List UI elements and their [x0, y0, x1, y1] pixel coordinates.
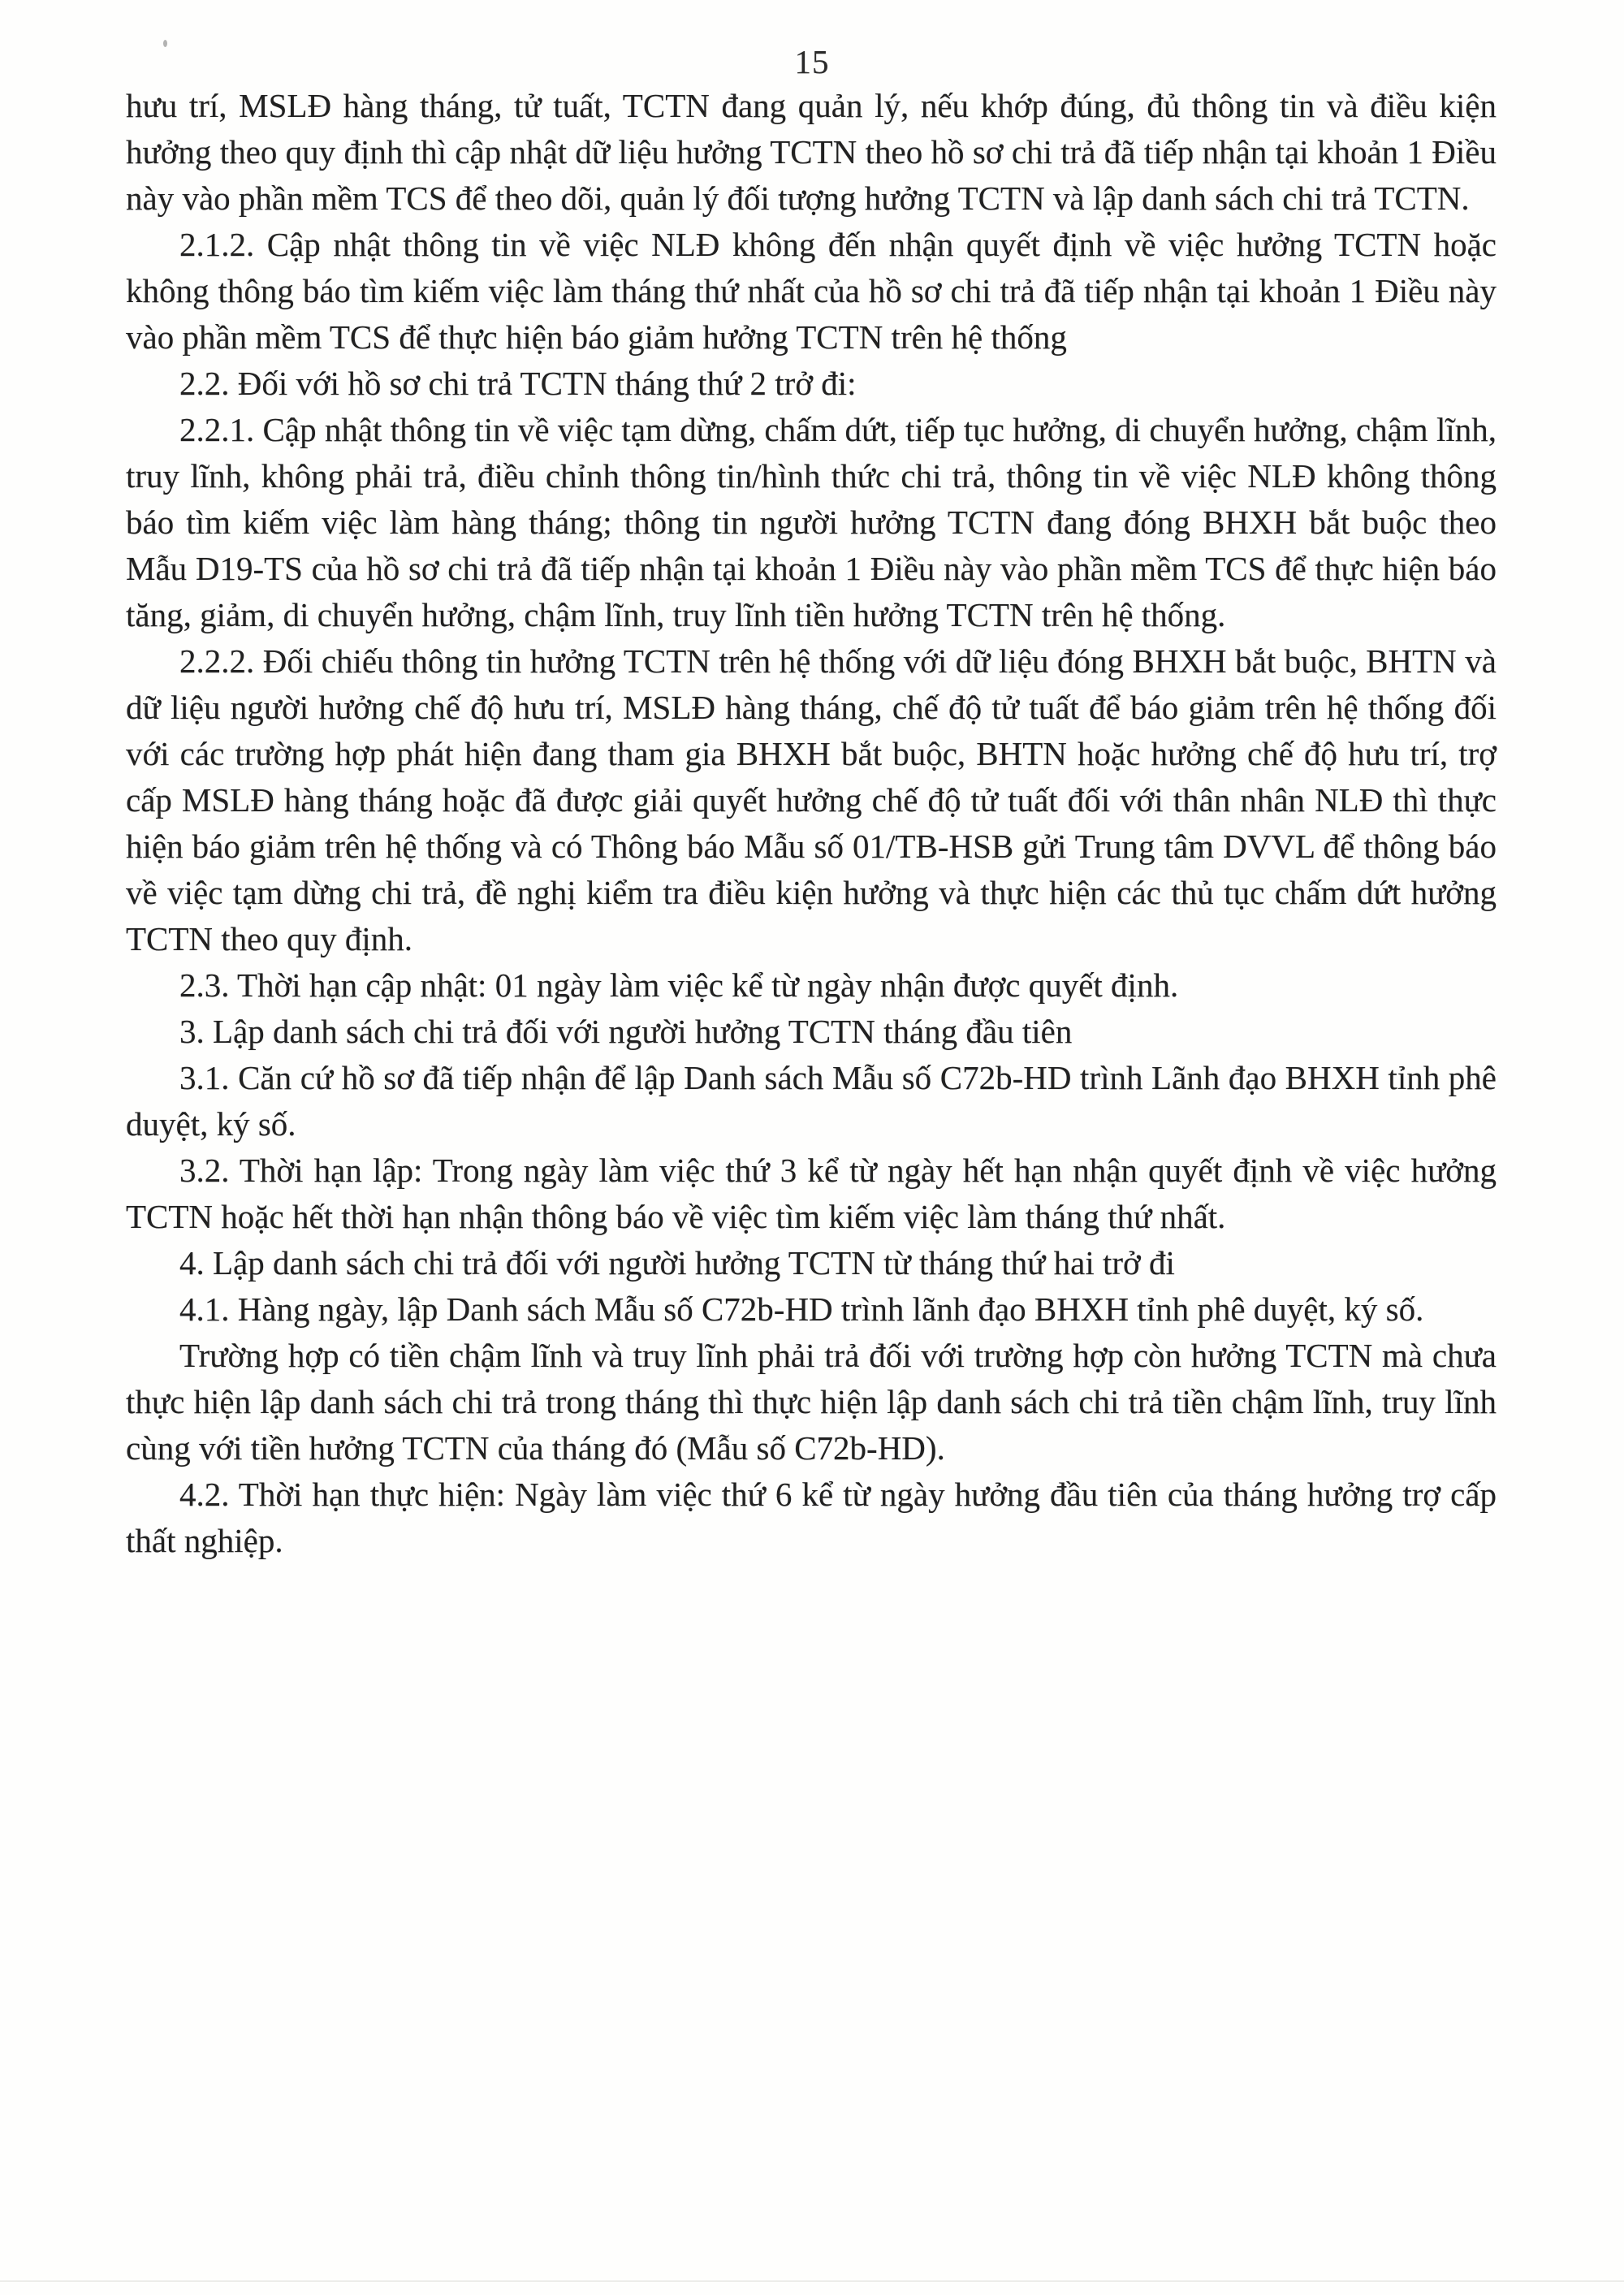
scan-edge-line	[0, 2280, 1624, 2282]
page-number: 15	[794, 43, 830, 80]
paragraph: 3. Lập danh sách chi trả đối với người hưởng TCTN tháng đầu tiên	[179, 1013, 1073, 1050]
paragraph: 3.2. Thời hạn lập: Trong ngày làm việc thứ 3 kể từ ngày hết hạn nhận quyết định về việc hưởng TCTN hoặc hết thời hạn nhận thông báo về việc tìm kiếm việc làm tháng thứ nhất.	[126, 1152, 1497, 1235]
paragraph: Trường hợp có tiền chậm lĩnh và truy lĩnh phải trả đối với trường hợp còn hưởng TCTN mà chưa thực hiện lập danh sách chi trả trong tháng thì thực hiện lập danh sách chi trả tiền chậm lĩnh, truy lĩnh cùng với tiền hưởng TCTN của tháng đó (Mẫu số C72b-HD).	[126, 1337, 1497, 1467]
paragraph: 2.1.2. Cập nhật thông tin về việc NLĐ không đến nhận quyết định về việc hưởng TCTN hoặc không thông báo tìm kiếm việc làm tháng thứ nhất của hồ sơ chi trả đã tiếp nhận tại khoản 1 Điều này vào phần mềm TCS để thực hiện báo giảm hưởng TCTN trên hệ thống	[126, 226, 1497, 356]
paragraph: 4.1. Hàng ngày, lập Danh sách Mẫu số C72b-HD trình lãnh đạo BHXH tỉnh phê duyệt, ký số.	[179, 1290, 1424, 1328]
paragraph: 4. Lập danh sách chi trả đối với người hưởng TCTN từ tháng thứ hai trở đi	[179, 1244, 1175, 1281]
paragraph: 2.2.1. Cập nhật thông tin về việc tạm dừng, chấm dứt, tiếp tục hưởng, di chuyển hưởng, chậm lĩnh, truy lĩnh, không phải trả, điều chỉnh thông tin/hình thức chi trả, thông tin về việc NLĐ không thông báo tìm kiếm việc làm hàng tháng; thông tin người hưởng TCTN đang đóng BHXH bắt buộc theo Mẫu D19-TS của hồ sơ chi trả đã tiếp nhận tại khoản 1 Điều này vào phần mềm TCS để thực hiện báo tăng, giảm, di chuyển hưởng, chậm lĩnh, truy lĩnh tiền hưởng TCTN trên hệ thống.	[126, 411, 1497, 633]
document-body	[126, 83, 1497, 1564]
paragraph: 2.2.2. Đối chiếu thông tin hưởng TCTN trên hệ thống với dữ liệu đóng BHXH bắt buộc, BHTN và dữ liệu người hưởng chế độ hưu trí, MSLĐ hàng tháng, chế độ tử tuất để báo giảm trên hệ thống đối với các trường hợp phát hiện đang tham gia BHXH bắt buộc, BHTN hoặc hưởng chế độ hưu trí, trợ cấp MSLĐ hàng tháng hoặc đã được giải quyết hưởng chế độ tử tuất đối với thân nhân NLĐ thì thực hiện báo giảm trên hệ thống và có Thông báo Mẫu số 01/TB-HSB gửi Trung tâm DVVL để thông báo về việc tạm dừng chi trả, đề nghị kiểm tra điều kiện hưởng và thực hiện các thủ tục chấm dứt hưởng TCTN theo quy định.	[126, 642, 1497, 957]
paragraph: 2.3. Thời hạn cập nhật: 01 ngày làm việc kể từ ngày nhận được quyết định.	[179, 966, 1179, 1004]
paragraph: 3.1. Căn cứ hồ sơ đã tiếp nhận để lập Danh sách Mẫu số C72b-HD trình Lãnh đạo BHXH tỉnh phê duyệt, ký số.	[126, 1059, 1497, 1143]
paragraph: 4.2. Thời hạn thực hiện: Ngày làm việc thứ 6 kể từ ngày hưởng đầu tiên của tháng hưởng trợ cấp thất nghiệp.	[126, 1476, 1497, 1559]
paragraph: hưu trí, MSLĐ hàng tháng, tử tuất, TCTN đang quản lý, nếu khớp đúng, đủ thông tin và điều kiện hưởng theo quy định thì cập nhật dữ liệu hưởng TCTN theo hồ sơ chi trả đã tiếp nhận tại khoản 1 Điều này vào phần mềm TCS để theo dõi, quản lý đối tượng hưởng TCTN và lập danh sách chi trả TCTN.	[126, 87, 1497, 217]
paragraph: 2.2. Đối với hồ sơ chi trả TCTN tháng thứ 2 trở đi:	[179, 365, 857, 402]
